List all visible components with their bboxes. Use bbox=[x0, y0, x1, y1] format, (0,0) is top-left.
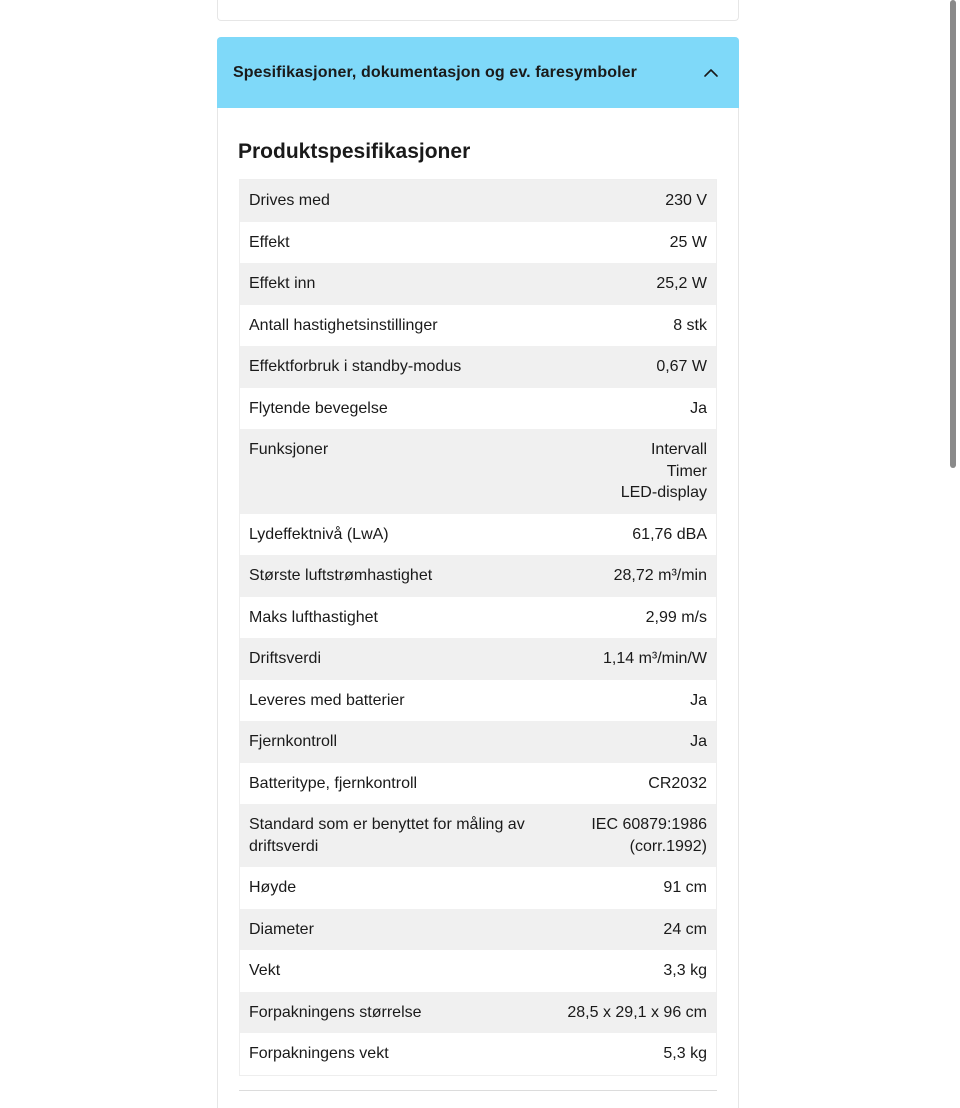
scrollbar-thumb[interactable] bbox=[950, 0, 956, 468]
chevron-up-icon[interactable] bbox=[699, 61, 723, 85]
spec-label: Største luftstrømhastighet bbox=[249, 567, 433, 584]
spec-label: Lydeffektnivå (LwA) bbox=[249, 525, 389, 543]
spec-row bbox=[240, 638, 716, 680]
spec-value: 1,14 m³/min/W bbox=[602, 650, 707, 667]
spec-row bbox=[240, 346, 716, 388]
spec-row bbox=[240, 763, 716, 805]
spec-label: Driftsverdi bbox=[249, 650, 322, 667]
spec-row bbox=[240, 867, 716, 909]
spec-row bbox=[240, 992, 716, 1034]
spec-label: Diameter bbox=[249, 920, 314, 938]
spec-label: Effekt inn bbox=[249, 275, 316, 292]
spec-value: Ja bbox=[690, 691, 707, 709]
spec-row bbox=[240, 305, 716, 347]
spec-label: Leveres med batterier bbox=[249, 691, 405, 709]
spec-label: Maks lufthastighet bbox=[249, 608, 378, 626]
spec-value: 8 stk bbox=[673, 316, 707, 334]
spec-label: Vekt bbox=[249, 962, 281, 979]
spec-value: 24 cm bbox=[663, 920, 707, 938]
spec-value: 0,67 W bbox=[656, 358, 707, 375]
spec-row bbox=[240, 1033, 716, 1075]
spec-label: Fjernkontroll bbox=[249, 733, 338, 750]
spec-row bbox=[240, 514, 716, 556]
spec-value: 28,5 x 29,1 x 96 cm bbox=[567, 1003, 707, 1021]
spec-row bbox=[240, 950, 716, 992]
spec-value: IEC 60879:1986 (corr.1992) bbox=[591, 816, 707, 855]
spec-label: Drives med bbox=[249, 192, 330, 209]
spec-row bbox=[240, 263, 716, 305]
spec-label: Høyde bbox=[249, 879, 297, 896]
spec-label: Funksjoner bbox=[249, 441, 329, 458]
spec-row bbox=[240, 222, 716, 264]
spec-value: 5,3 kg bbox=[663, 1045, 707, 1062]
spec-value: Intervall Timer LED-display bbox=[620, 441, 707, 501]
spec-label: Effektforbruk i standby-modus bbox=[249, 358, 462, 375]
accordion-title[interactable]: Spesifikasjoner, dokumentasjon og ev. faresymboler bbox=[233, 63, 637, 81]
spec-label: Flytende bevegelse bbox=[249, 399, 388, 417]
spec-row bbox=[240, 721, 716, 763]
scrollbar[interactable] bbox=[948, 0, 960, 1108]
section-title: Produktspesifikasjoner bbox=[238, 140, 471, 163]
specifications-accordion bbox=[217, 37, 739, 1108]
spec-row bbox=[240, 680, 716, 722]
spec-row bbox=[240, 597, 716, 639]
previous-accordion-card bbox=[217, 0, 739, 21]
spec-label: Forpakningens størrelse bbox=[249, 1003, 422, 1021]
spec-value: 2,99 m/s bbox=[645, 608, 707, 626]
spec-value: Ja bbox=[690, 733, 707, 750]
spec-row bbox=[240, 180, 716, 222]
spec-value: 91 cm bbox=[663, 879, 707, 896]
spec-value: CR2032 bbox=[648, 774, 707, 792]
spec-label: Batteritype, fjernkontroll bbox=[249, 774, 418, 792]
spec-row bbox=[240, 804, 716, 867]
spec-value: 25 W bbox=[669, 233, 707, 251]
spec-value: 61,76 dBA bbox=[632, 525, 707, 543]
spec-label: Standard som er benyttet for måling av driftsverdi bbox=[249, 816, 525, 855]
spec-row bbox=[240, 388, 716, 430]
spec-value: 3,3 kg bbox=[663, 962, 707, 979]
spec-label: Antall hastighetsinstillinger bbox=[249, 316, 438, 334]
spec-label: Forpakningens vekt bbox=[249, 1045, 389, 1062]
spec-row bbox=[240, 555, 716, 597]
spec-table bbox=[239, 179, 717, 1076]
spec-row bbox=[240, 909, 716, 951]
spec-value: 28,72 m³/min bbox=[613, 567, 707, 584]
spec-value: 230 V bbox=[665, 192, 707, 209]
spec-value: Ja bbox=[690, 399, 707, 417]
spec-value: 25,2 W bbox=[656, 275, 707, 292]
spec-row bbox=[240, 429, 716, 514]
divider bbox=[239, 1090, 717, 1091]
accordion-header[interactable] bbox=[217, 37, 739, 108]
spec-label: Effekt bbox=[249, 233, 290, 251]
